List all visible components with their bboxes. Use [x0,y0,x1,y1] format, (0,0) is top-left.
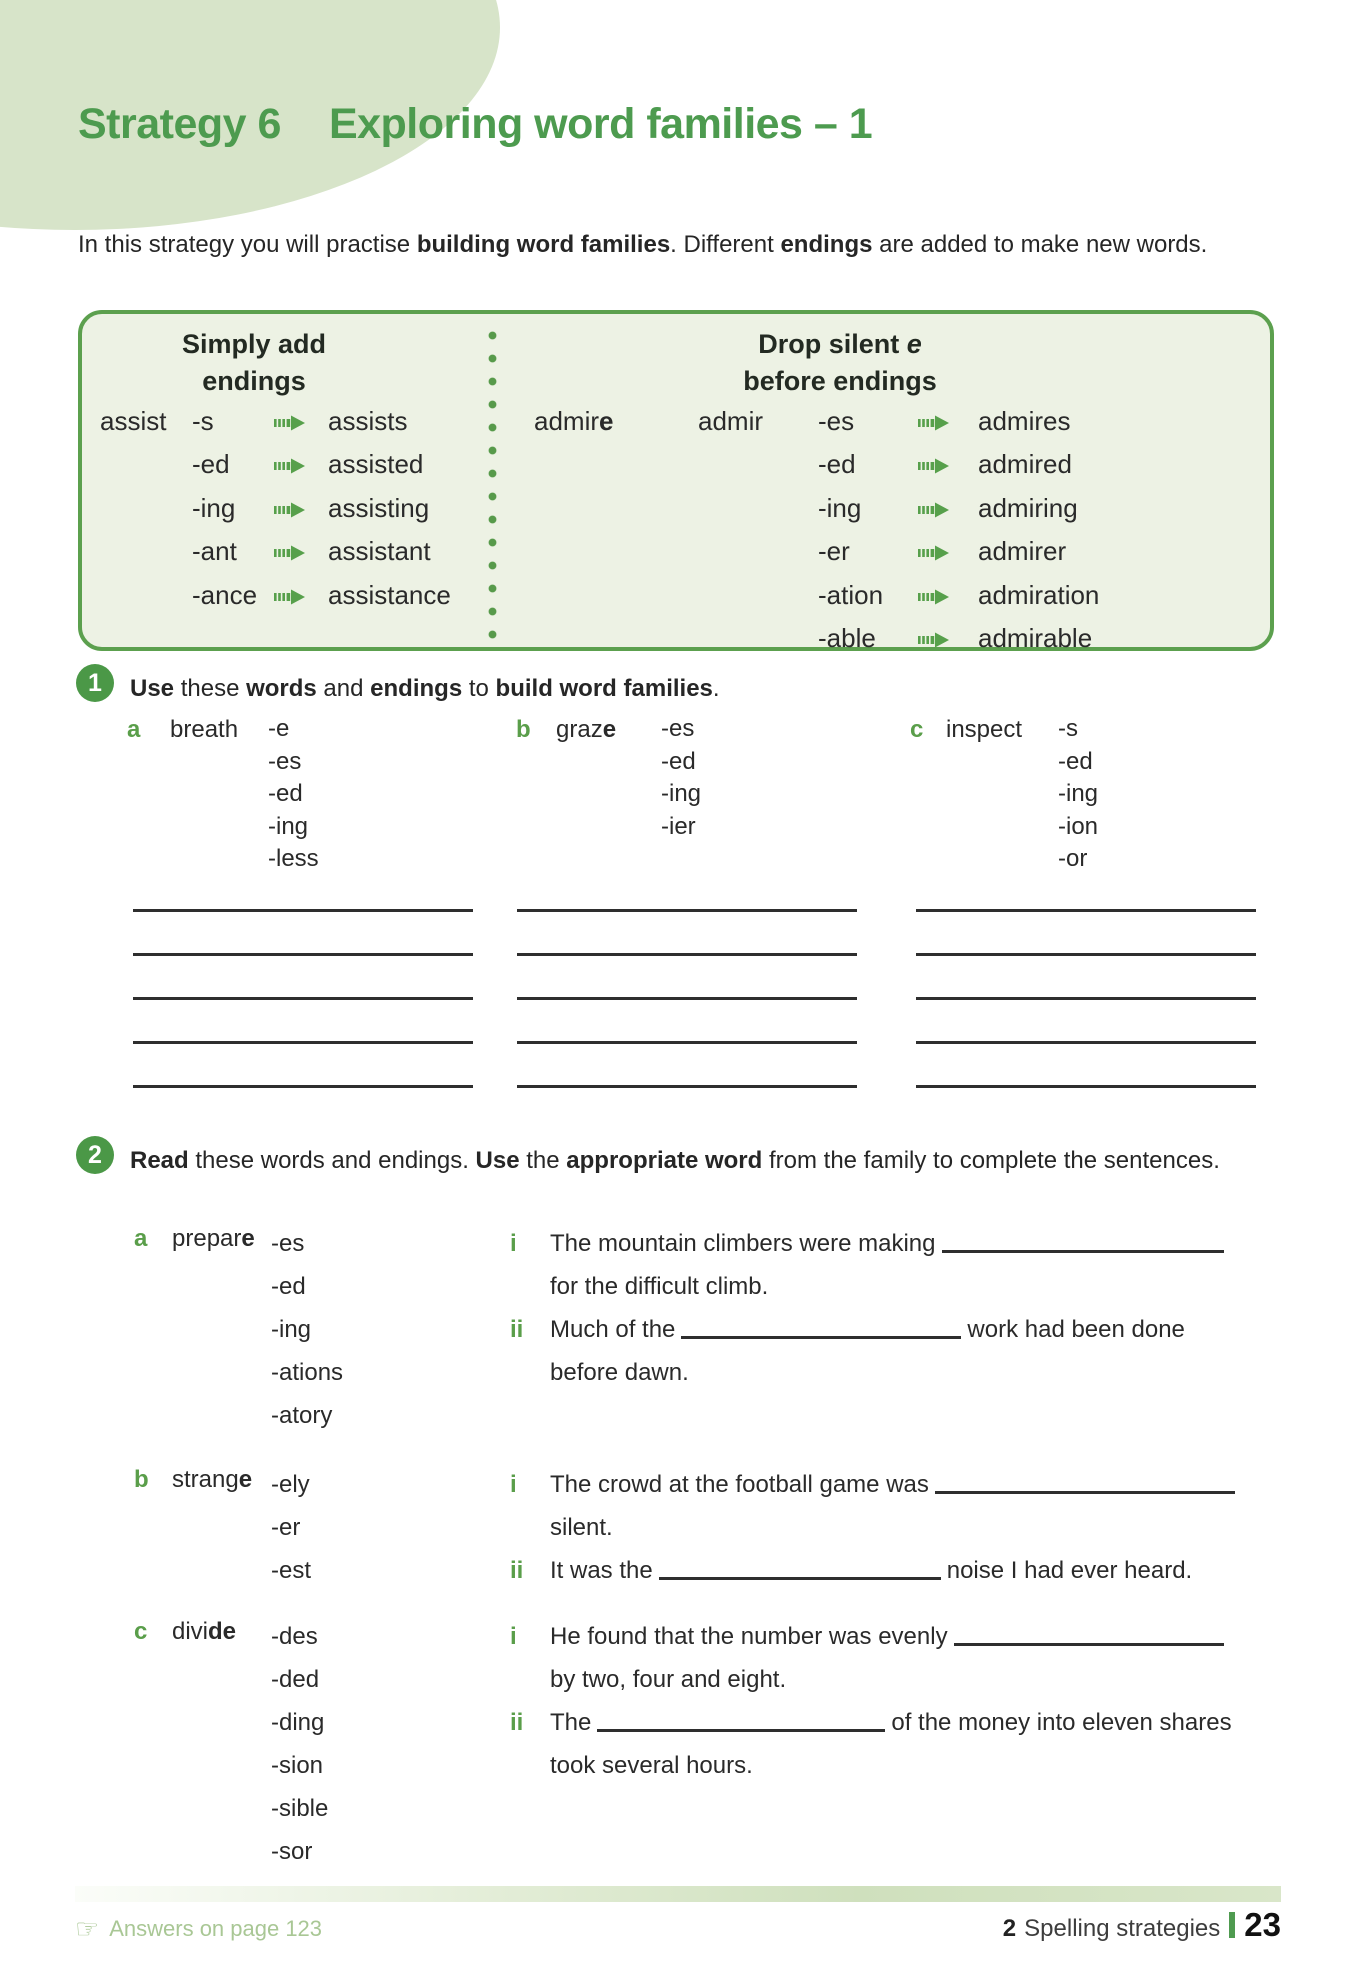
answer-line [133,953,473,956]
intro-paragraph [78,226,1268,264]
prompt-text: the [519,1147,567,1174]
prompt-bold: build word families [495,675,713,702]
item-letter-a: a [134,1225,148,1252]
ending: -ely [271,1471,310,1498]
page-info [1003,1906,1281,1944]
answer-line [133,909,473,912]
ending: -es [268,747,302,775]
endings-list-c [271,1615,328,1873]
ending: -ing [1058,780,1099,807]
answer-line [916,997,1256,1000]
item-word-prepare [172,1225,255,1253]
sentence-line [510,1615,1285,1658]
word-family-row [82,406,1353,438]
arrow-icon [918,450,950,481]
ending: -es [271,1230,305,1257]
ending: -ed [661,747,696,775]
ending: -ing [271,1316,312,1343]
intro-text: In this strategy you will practise [78,231,417,258]
strategy-name: Exploring word families – 1 [328,100,873,148]
base-word-assist: assist [100,406,167,436]
word-family-row [82,493,1353,525]
ending: -sion [271,1752,324,1779]
exercise-2-badge: 2 [76,1136,114,1174]
result-word: assistance [328,580,451,610]
prompt-bold: words [246,675,317,702]
sentence-numeral: i [510,1623,517,1650]
ending: -ation [818,580,884,610]
prompt-text: from the family to complete the sentences. [762,1147,1220,1174]
answer-line [133,997,473,1000]
ending: -sor [271,1838,313,1865]
word-family-row [82,449,1353,481]
item-letter-a: a [127,716,141,743]
endings-list-c [1058,713,1098,876]
answer-line [517,909,857,912]
arrow-icon [918,407,950,438]
word-text: prepar [172,1225,242,1252]
sentence-numeral: ii [510,1709,524,1736]
result-word: assisting [328,493,430,523]
ending: -er [818,536,850,566]
sentence-line [510,1549,1285,1592]
arrow-icon [918,537,950,568]
sentence-text: The mountain climbers were making [550,1230,936,1257]
endings-list-a [271,1222,343,1437]
heading-line [700,326,980,363]
item-letter-c: c [910,716,924,743]
word-bold-letter: e [602,716,617,743]
answer-line [517,1085,857,1088]
ending: -ier [661,812,696,840]
item-word-divide [172,1618,236,1646]
item-word-strange [172,1466,252,1494]
heading-line: before endings [743,366,937,396]
ending: -ing [268,812,309,840]
word-text: breath [170,716,239,743]
word-bold-letter: e [238,1466,253,1493]
ending: -ance [192,580,258,610]
endings-list-b [661,713,701,843]
exercise-1-prompt [130,670,1270,707]
ending: -er [271,1514,301,1541]
footer-accent-bar [75,1886,1281,1902]
answer-line [916,1041,1256,1044]
ending: -sible [271,1795,329,1822]
word-text: divi [172,1618,209,1645]
sentence-c-ii [510,1701,1285,1787]
fill-in-blank [659,1562,941,1580]
sentence-numeral: ii [510,1316,524,1343]
chapter-number: 2 [1002,1915,1017,1942]
sentence-text: before dawn. [550,1359,689,1386]
ending: -less [268,845,319,872]
item-word-breath [170,716,238,744]
sentence-text: It was the [550,1557,653,1584]
intro-text: are added to make new words. [872,231,1208,258]
ending: -ed [1058,747,1093,775]
word-stem-text: admir [534,406,600,436]
sentence-text: He found that the number was evenly [550,1623,948,1650]
word-family-row [82,623,1353,655]
answer-line [517,1041,857,1044]
left-column-heading [144,326,364,400]
prompt-bold: appropriate word [566,1147,763,1174]
sentence-text: noise I had ever heard. [946,1557,1193,1584]
sentence-b-i [510,1463,1285,1549]
strategy-number: Strategy 6 [78,100,281,148]
fill-in-blank [935,1476,1235,1494]
sentence-a-ii [510,1308,1285,1394]
ending: -atory [271,1402,333,1429]
item-letter-c: c [134,1618,148,1645]
page-title [78,100,872,149]
answer-line [517,997,857,1000]
answer-line [133,1085,473,1088]
answers-note [75,1916,322,1942]
answer-line [916,909,1256,912]
answer-line [517,953,857,956]
page-number: 23 [1244,1906,1281,1943]
sentence-line [510,1222,1285,1265]
prompt-text: these [174,675,247,702]
result-word: admired [978,449,1072,479]
heading-line: Simply add [181,329,327,359]
sentence-numeral: i [510,1230,517,1257]
sentence-text: took several hours. [550,1752,753,1779]
ending: -es [661,715,695,742]
intro-bold: endings [780,231,873,258]
sentence-text: by two, four and eight. [550,1666,787,1693]
ending: -est [271,1557,312,1584]
intro-bold: building word families [416,231,671,258]
heading-text: Drop silent [758,329,907,359]
prompt-bold: Read [130,1147,189,1174]
result-word: assisted [328,449,424,479]
exercise-1-badge: 1 [76,664,114,702]
chapter-label: Spelling strategies [1024,1915,1221,1942]
ending: -ding [271,1709,325,1736]
result-word: admirable [978,623,1093,653]
ending: -ing [661,780,702,807]
sentence-text: of the money into eleven shares [891,1709,1232,1736]
ending: -ded [271,1666,320,1693]
sentence-text: Much of the [550,1316,676,1343]
prompt-text: . [712,675,720,702]
heading-line: endings [202,366,306,396]
prompt-text: and [316,675,371,702]
sentence-numeral: ii [510,1557,524,1584]
ending: -able [818,623,876,653]
sentence-text: for the difficult climb. [550,1273,769,1300]
endings-list-b [271,1463,311,1592]
ending: -ing [818,493,862,523]
sentence-a-i [510,1222,1285,1308]
fill-in-blank [597,1714,885,1732]
sentence-b-ii [510,1549,1285,1592]
ending: -ed [818,449,856,479]
intro-text: . Different [670,231,781,258]
pointing-hand-icon: ☞ [75,1914,100,1944]
ending: -s [192,406,214,436]
sentence-c-i [510,1615,1285,1701]
item-letter-b: b [516,716,531,743]
ending: -ed [271,1273,306,1300]
prompt-bold: endings [370,675,463,702]
fill-in-blank [681,1321,961,1339]
sentence-line [510,1701,1285,1744]
word-family-row [82,580,1353,612]
ending: -des [271,1623,318,1650]
item-word-graze [556,716,616,744]
sentence-text: The [550,1709,592,1736]
word-text: strang [172,1466,239,1493]
word-bold-letter: e [241,1225,255,1252]
ending: -s [1058,715,1078,742]
sentence-text: work had been done [967,1316,1185,1343]
arrow-icon [918,581,950,612]
ending: -es [818,406,855,436]
arrow-icon [918,624,950,655]
result-word: assistant [328,536,431,566]
word-text: graz [556,716,603,743]
sentence-text: silent. [550,1514,613,1541]
arrow-icon [918,494,950,525]
exercise-2-prompt [130,1142,1250,1179]
answers-note-text: Answers on page 123 [109,1916,323,1941]
word-text: inspect [946,716,1023,743]
ending: -ations [271,1359,344,1386]
fill-in-blank [954,1628,1224,1646]
endings-list-a [268,713,319,876]
right-column-heading [700,326,980,400]
prompt-text: to [462,675,496,702]
sentence-numeral: i [510,1471,517,1498]
ending: -ed [268,780,303,807]
example-box [78,310,1274,651]
answer-line [916,953,1256,956]
stem-word-admir: admir [698,406,764,436]
ending: -ed [192,449,230,479]
heading-silent-e: e [906,329,922,359]
result-word: assists [328,406,408,436]
page-number-separator [1229,1912,1235,1938]
result-word: admiration [978,580,1100,610]
item-word-inspect [946,716,1022,744]
word-bold-letter: e [599,406,614,436]
ending: -ant [192,536,237,566]
word-bold-letter: de [208,1618,237,1645]
ending: -e [268,715,290,742]
fill-in-blank [942,1235,1224,1253]
answer-line [133,1041,473,1044]
item-letter-b: b [134,1466,149,1493]
word-family-row [82,536,1353,568]
sentence-line [510,1308,1285,1351]
sentence-text: The crowd at the football game was [550,1471,929,1498]
result-word: admirer [978,536,1067,566]
ending: -ing [192,493,236,523]
prompt-bold: Use [475,1147,520,1174]
ending: -or [1058,845,1088,872]
sentence-line [510,1463,1285,1506]
prompt-text: these words and endings. [188,1147,476,1174]
result-word: admires [978,406,1071,436]
prompt-bold: Use [130,675,175,702]
result-word: admiring [978,493,1078,523]
answer-line [916,1085,1256,1088]
ending: -ion [1058,812,1099,840]
